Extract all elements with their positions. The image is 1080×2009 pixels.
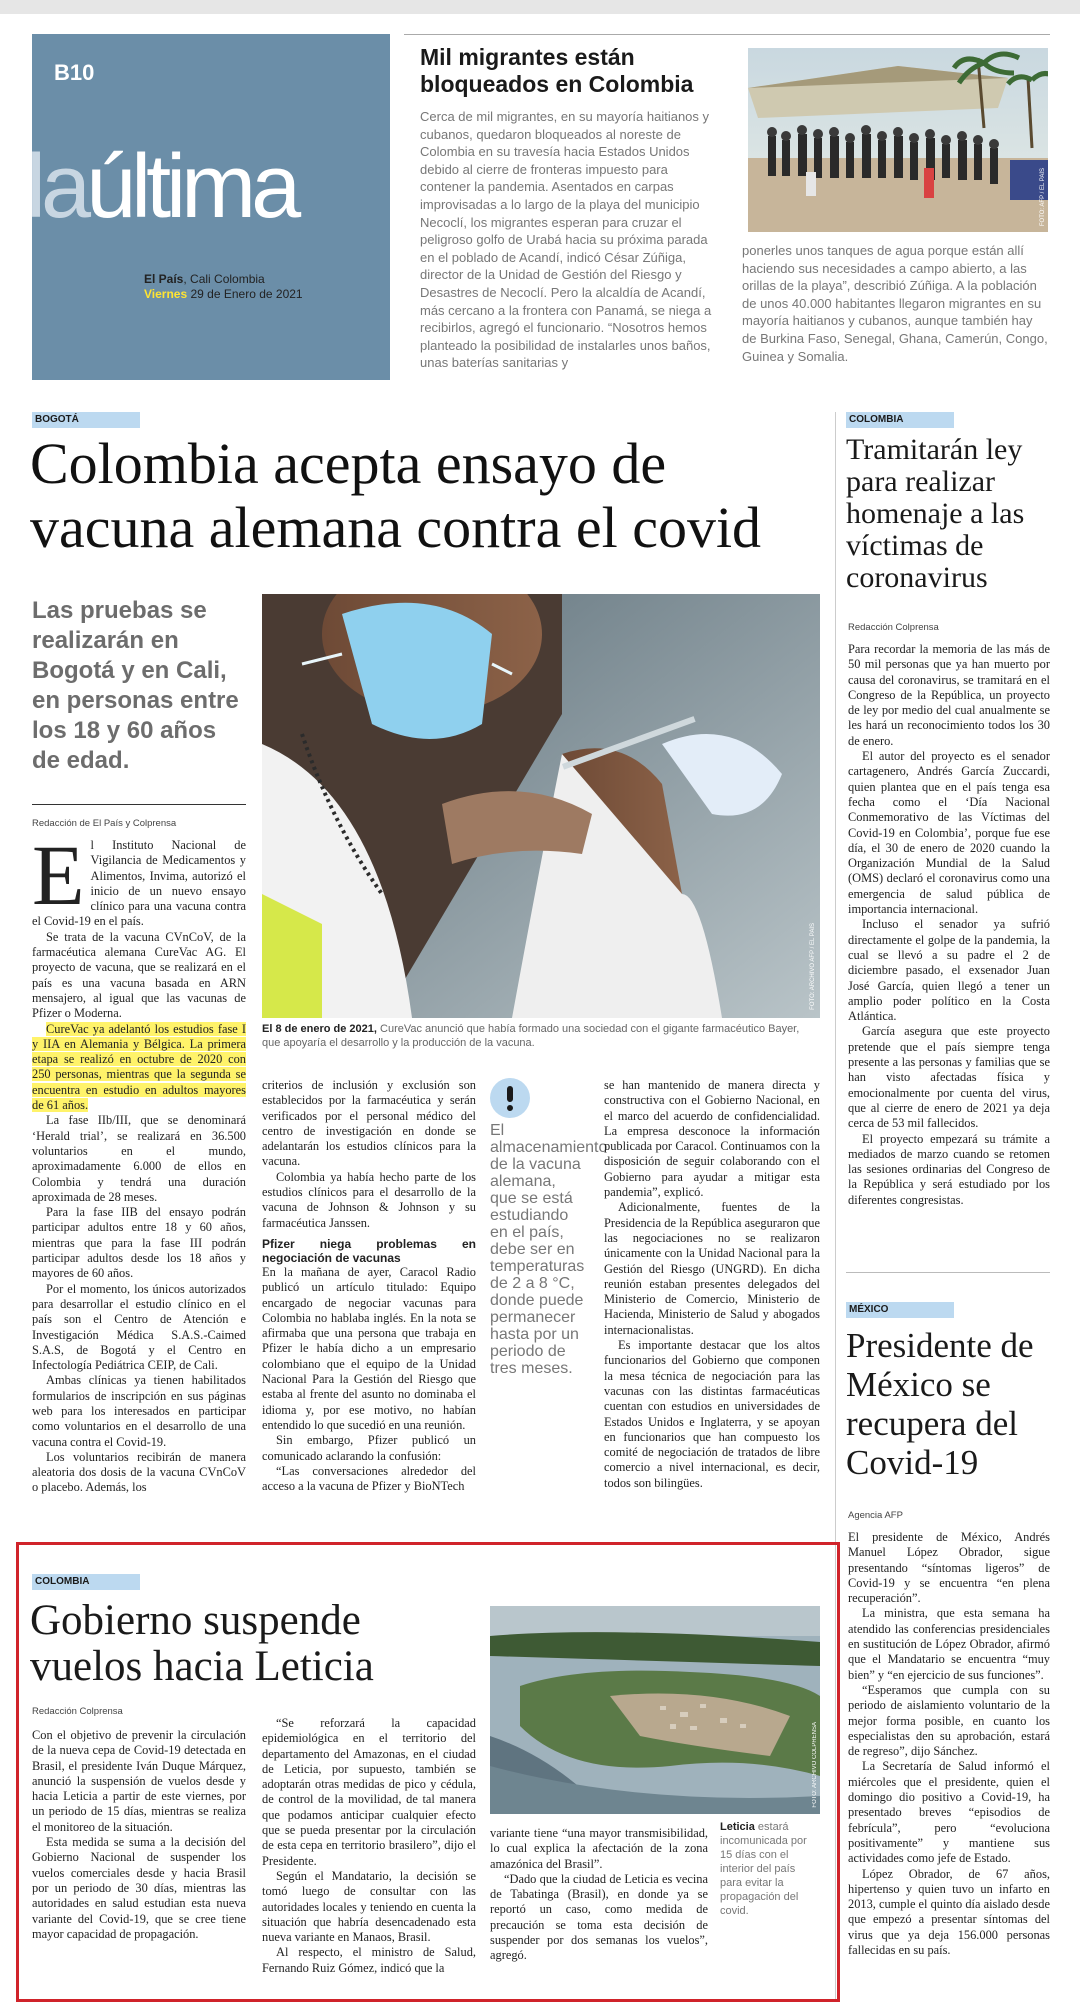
vacuna-photo-credit: FOTO: ARCHIVO AFP / EL PAÍS	[810, 923, 816, 1010]
vacuna-photo	[262, 594, 820, 1018]
page-number: B10	[54, 60, 95, 85]
edition-info: El País, Cali Colombia Viernes 29 de Enero de 2021	[144, 272, 303, 301]
sidebar-text: El almacenamiento de la vacuna alemana, que se está estudiando en el país, debe ser en temperaturas de 2 a 8 °C, donde puede permanecer hasta por un periodo de tres meses.	[490, 1122, 608, 1377]
mexico-body: El presidente de México, Andrés Manuel López Obrador, sigue presentando “síntomas ligeros” de Covid-19 y se encuentra “en plena recuperación”. La ministra, que esta semana ha atendido las conferencias presidenciales en sustitución de López Obrador, afirmó que el Mandatario se encuentra “muy bien” y “en ejercicio de sus funciones”. “Esperamos que cumpla con su periodo de aislamiento voluntario de la mejor forma posible, en cuanto los especialistas den su aprobación, estará de regreso”, dijo Sánchez. La Secretaría de Salud informó el miércoles que el presidente, quien el domingo dio positivo a Covid-19, ha presentado breves “episodios de febrícula”, pero “evoluciona positivamente” y mantiene sus actividades como jefe de Estado. López Obrador, de 67 años, hipertenso y quien tuvo un infarto en 2013, cumple el quinto día aislado desde que empezó a presentar síntomas del virus que ya deja 156.000 personas fallecidas en su país.	[848, 1530, 1050, 1958]
leticia-photo	[490, 1606, 820, 1814]
section-logo: laúltima	[26, 137, 297, 237]
migrantes-photo	[748, 48, 1048, 232]
mexico-byline: Agencia AFP	[848, 1510, 903, 1521]
vacuna-col2: criterios de inclusión y exclusión son establecidos por la farmacéutica y serán verificados por el personal médico del centro de investigación en donde se adelantarán los estudios clínicos para la vacuna. Colombia ya había hecho parte de los estudios clínicos para el desarrollo de la vacuna de Johnson & Johnson y su farmacéutica Janssen. Pfizer niega problemas en negociación de vacunas En la mañana de ayer, Caracol Radio publicó un artículo titulado: Equipo encargado de negociar vacunas para Colombia no hablaba inglés. En la nota se afirmaba que una persona que trabaja en Pfizer le había dicho a un empresario colombiano que el equipo de la Unidad Nacional Para la Gestión del Riesgo que estaba al frente del asunto no dominaba el idioma y, por ese motivo, no habían entendido lo que sucedió en una reunión. Sin embargo, Pfizer publicó un comunicado aclarando la confusión: “Las conversaciones alrededor del acceso a la vacuna de Pfizer y BioNTech	[262, 1078, 476, 1494]
vacuna-byline: Redacción de El País y Colprensa	[32, 818, 177, 829]
leticia-tag: COLOMBIA	[32, 1574, 140, 1590]
homenaje-tag: COLOMBIA	[846, 412, 954, 428]
top-bar	[0, 0, 1080, 14]
right-rule	[846, 1272, 1050, 1273]
homenaje-byline: Redacción Colprensa	[848, 622, 939, 633]
highlighted-paragraph: CureVac ya adelantó los estudios fase I y IIA en Alemania y Bélgica. La primera etapa se realizó en octubre de 2020 con 250 personas, mientras que la segunda se encuentra en estudio en adultos mayores de 61 años.	[32, 1021, 246, 1113]
vacuna-headline: Colombia acepta ensayo de vacuna alemana contra el covid	[30, 431, 762, 560]
vacuna-col4: se han mantenido de manera directa y constructiva con el Gobierno Nacional, en el marco del acuerdo de confidencialidad. La empresa desconoce la información publicada por Caracol. Continuamos con la disposición de seguir colaborando con el Gobierno para ayudar a mitigar esta pandemia”, explicó. Adicionalmente, fuentes de la Presidencia de la República aseguraron que las negociaciones no se realizaron únicamente con la Unidad Nacional para la Gestión del Riesgo (UNGRD). En dicha reunión estaban presentes delegados del Ministerio de Comercio, Ministerio de Hacienda, Ministerio de Salud y abogados internacionalistas. Es importante destacar que los altos funcionarios del Gobierno que componen la mesa técnica de negociación para las vacunas con las distintas farmacéuticas cuentan con estudios en universidades de Estados Unidos e Inglaterra, y se apoyan en funcionarios que han compuesto los comité de negociación de tratados de libre comercio a nivel internacional, es decir, todos son bilingües.	[604, 1078, 820, 1490]
leticia-col2: “Se reforzará la capacidad epidemiológica en el territorio del departamento del Amazonas, en el ciudad de Leticia, por supuesto, también se adoptarán otras medidas de pico y cédula, de control de la movilidad, de tal manera que podamos anticipar cualquier efecto que se pueda presentar por la circulación de esta cepa en territorio brasilero”, dijo el Presidente. Según el Mandatario, la decisión se tomó luego de consultar con las autoridades locales y teniendo en cuenta la situación que habría desencadenado esta nueva variante en Manaos, Brasil. Al respecto, el ministro de Salud, Fernando Ruiz Gómez, indicó que la	[262, 1716, 476, 1975]
migrantes-title: Mil migrantes están bloqueados en Colombia	[420, 44, 694, 97]
vacuna-tag: BOGOTÁ	[32, 412, 140, 428]
mexico-tag: MÉXICO	[846, 1302, 954, 1318]
section-banner	[26, 34, 390, 380]
migrantes-col1: Cerca de mil migrantes, en su mayoría haitianos y cubanos, quedaron bloqueados al noreste de Colombia en su travesía hacia Estados Unidos debido al cierre de fronteras impuesto para contener la pandemia. Asentados en carpas improvisadas a lo largo de la playa del municipio Necoclí, los migrantes esperan para cruzar el peligroso golfo de Urabá hacia su próxima parada en el poblado de Acandí, indicó César Zúñiga, director de la Unidad de Gestión del Riesgo y Desastres de Necoclí. Pero la alcaldía de Acandí, más cercano a la frontera con Panamá, se niega a recibirlos, agregó el funcionario. “Nosotros hemos planteado la posibilidad de instalarles unos baños, unas baterías sanitarias y	[420, 109, 712, 371]
dropcap: E	[32, 827, 85, 923]
leticia-photo-credit: FOTO: ARCHIVO COLPRENSA	[812, 1722, 818, 1808]
migrantes-photo-credit: FOTO: AFP / EL PAÍS	[1040, 167, 1046, 226]
vacuna-caption: El 8 de enero de 2021, CureVac anunció que había formado una sociedad con el gigante farmacéutico Bayer, que apoyaría el desarrollo y la producción de la vacuna.	[262, 1023, 800, 1049]
leticia-col3: variante tiene “una mayor transmisibilidad, lo cual explica la afectación de la zona amazónica del Brasil”. “Dado que la ciudad de Leticia es vecina de Tabatinga (Brasil), en donde ya se reportó un caso, como medida de precaución se toma esta decisión de suspender por dos semanas los vuelos”, agregó.	[490, 1826, 708, 1963]
top-rule	[404, 34, 1050, 35]
alert-icon	[490, 1078, 530, 1118]
subhead: Pfizer niega problemas en negociación de vacunas	[262, 1236, 476, 1265]
migrantes-col2: ponerles unos tanques de agua porque están allí haciendo sus necesidades a campo abierto, a las orillas de la playa”, describió Zúñiga. A la población de unos 40.000 habitantes llegaron migrantes en su mayoría haitianos y cubanos, aunque también hay de Burkina Faso, Senegal, Ghana, Camerún, Congo, Guinea y Somalia.	[742, 243, 1048, 364]
leticia-headline: Gobierno suspende vuelos hacia Leticia	[30, 1597, 374, 1690]
homenaje-headline: Tramitarán ley para realizar homenaje a las víctimas de coronavirus	[846, 433, 1025, 594]
leticia-caption: Leticia estará incomunicada por 15 días con el interior del país para evitar la propagación del covid.	[720, 1821, 807, 1917]
vacuna-col1: E l Instituto Nacional de Vigilancia de Medicamentos y Alimentos, Invima, autorizó el inicio de un nuevo ensayo clínico para una vacuna contra el Covid-19 en el país. Se trata de la vacuna CVnCoV, de la farmacéutica alemana CureVac AG. El proyecto de vacuna, que se realizará en el país es una vacuna basada en ARN mensajero, al igual que las vacunas de Pfizer o Moderna. CureVac ya adelantó los estudios fase I y IIA en Alemania y Bélgica. La primera etapa se realizó en octubre de 2020 con 250 personas, mientras que la segunda se encuentra en estudio en adultos mayores de 61 años. La fase IIb/III, que se denominará ‘Herald trial’, se realizará en 36.500 voluntarios en el mundo, aproximadamente 6.000 de ellos en Colombia y tendrá una duración aproximada de 28 meses. Para la fase IIB del ensayo podrán participar adultos entre 18 y 60 años, mientras que para la fase III podrán participar adultos desde los 18 años y mayores de 60 años. Por el momento, los únicos autorizados para desarrollar el estudio clínico en el país son el Centro de Atención e Investigación Médica S.A.S.-Caimed S.A.S, de Bogotá y el Centro en Infectología Pediátrica CEIP, de Cali. Ambas clínicas ya tienen habilitados formularios de inscripción en sus páginas web para los interesados en participar como voluntarios en el desarrollo de una vacuna contra el Covid-19. Los voluntarios recibirán de manera aleatoria dos dosis de la vacuna CVnCoV o placebo. Además, los	[32, 827, 246, 1495]
leticia-col1: Con el objetivo de prevenir la circulación de la nueva cepa de Covid-19 detectada en Brasil, el presidente Iván Duque Márquez, anunció la suspensión de vuelos desde y hacia Leticia a partir de este viernes, por un periodo de 15 días, mientras se realiza el monitoreo de la situación. Esta medida se suma a la decisión del Gobierno Nacional de suspender los vuelos comerciales desde y hacia Brasil por un periodo de 30 días, mientras las autoridades en salud estudian esta nueva variante del Covid-19, que se cree tiene mayor capacidad de propagación.	[32, 1728, 246, 1941]
mexico-headline: Presidente de México se recupera del Covid-19	[846, 1326, 1034, 1482]
vacuna-subtitle: Las pruebas se realizarán en Bogotá y en Cali, en personas entre los 18 y 60 años de edad.	[32, 597, 239, 774]
info-sidebar	[490, 1078, 608, 1377]
subtitle-rule	[32, 804, 246, 805]
leticia-byline: Redacción Colprensa	[32, 1706, 123, 1717]
homenaje-body: Para recordar la memoria de las más de 50 mil personas que ya han muerto por causa del coronavirus, se tramitará en el Congreso de la República, un proyecto de ley por medio del cual anualmente se les hará un reconocimiento todos los 30 de enero. El autor del proyecto es el senador cartagenero, Andrés García Zuccardi, quien plantea que en el país tenga esa fecha como el ‘Día Nacional Conmemorativo de las Víctimas del Covid-19 en Colombia’, porque fue ese día, el 30 de enero de 2020 cuando la Organización Mundial de la Salud (OMS) declaró el coronavirus como una emergencia de salud pública de importancia internacional. Incluso el senador ya sufrió directamente el golpe de la pandemia, la cual se llevó a su padre el 2 de diciembre pasado, el exsenador Juan José García, quien llegó a tener un amplio poder político en la Costa Atlántica. García asegura que este proyecto pretende que el país siempre tenga presente a las personas y familias que se han visto afectadas física y emocionalmente por cuenta del virus, que al cierre de enero de 2021 ya deja cerca de 53 mil fallecidos. El proyecto empezará su trámite a mediados de marzo cuando se retomen las sesiones ordinarias del Congreso de la República y será estudiado por los diferentes congresistas.	[848, 642, 1050, 1207]
